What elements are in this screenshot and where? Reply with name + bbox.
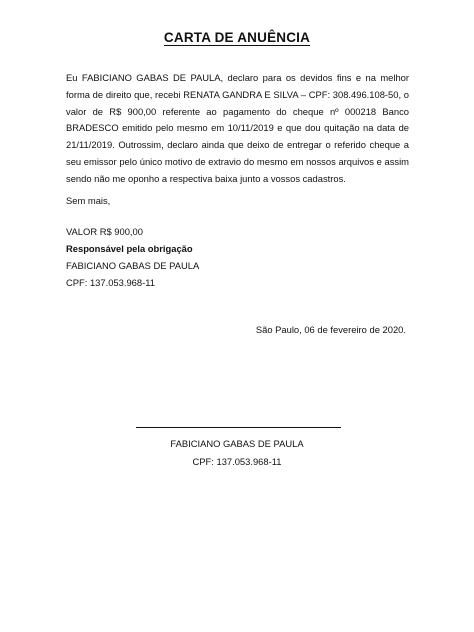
place-date: São Paulo, 06 de fevereiro de 2020. bbox=[255, 324, 406, 335]
signature-cpf: CPF: 137.053.968-11 bbox=[192, 456, 282, 467]
document-title-text: CARTA DE ANUÊNCIA bbox=[163, 30, 311, 45]
value-line: VALOR R$ 900,00 bbox=[66, 226, 143, 237]
responsible-heading: Responsável pela obrigação bbox=[66, 243, 193, 254]
responsible-cpf: CPF: 137.053.968-11 bbox=[66, 277, 155, 288]
responsible-name: FABICIANO GABAS DE PAULA bbox=[66, 260, 200, 271]
signature-line bbox=[136, 427, 341, 428]
signature-name: FABICIANO GABAS DE PAULA bbox=[170, 438, 304, 449]
document-title bbox=[0, 30, 474, 45]
body-paragraph: Eu FABICIANO GABAS DE PAULA, declaro para os devidos fins e na melhor forma de direito que, recebi RENATA GANDRA E SILVA – CPF: 308.496.108-50, o valor de R$ 900,00 referente ao pagamento do cheque nº 000218 Banco BRADESCO emitido pelo mesmo em 10/11/2019 e que dou quitação na data de 21/11/2019. Outrossim, declaro ainda que deixo de entregar o referido cheque a seu emissor pelo único motivo de extravio do mesmo em nossos arquivos e assim sendo não me oponho a respectiva baixa junto a vossos cadastros. bbox=[66, 72, 409, 184]
closing-text: Sem mais, bbox=[66, 195, 111, 206]
